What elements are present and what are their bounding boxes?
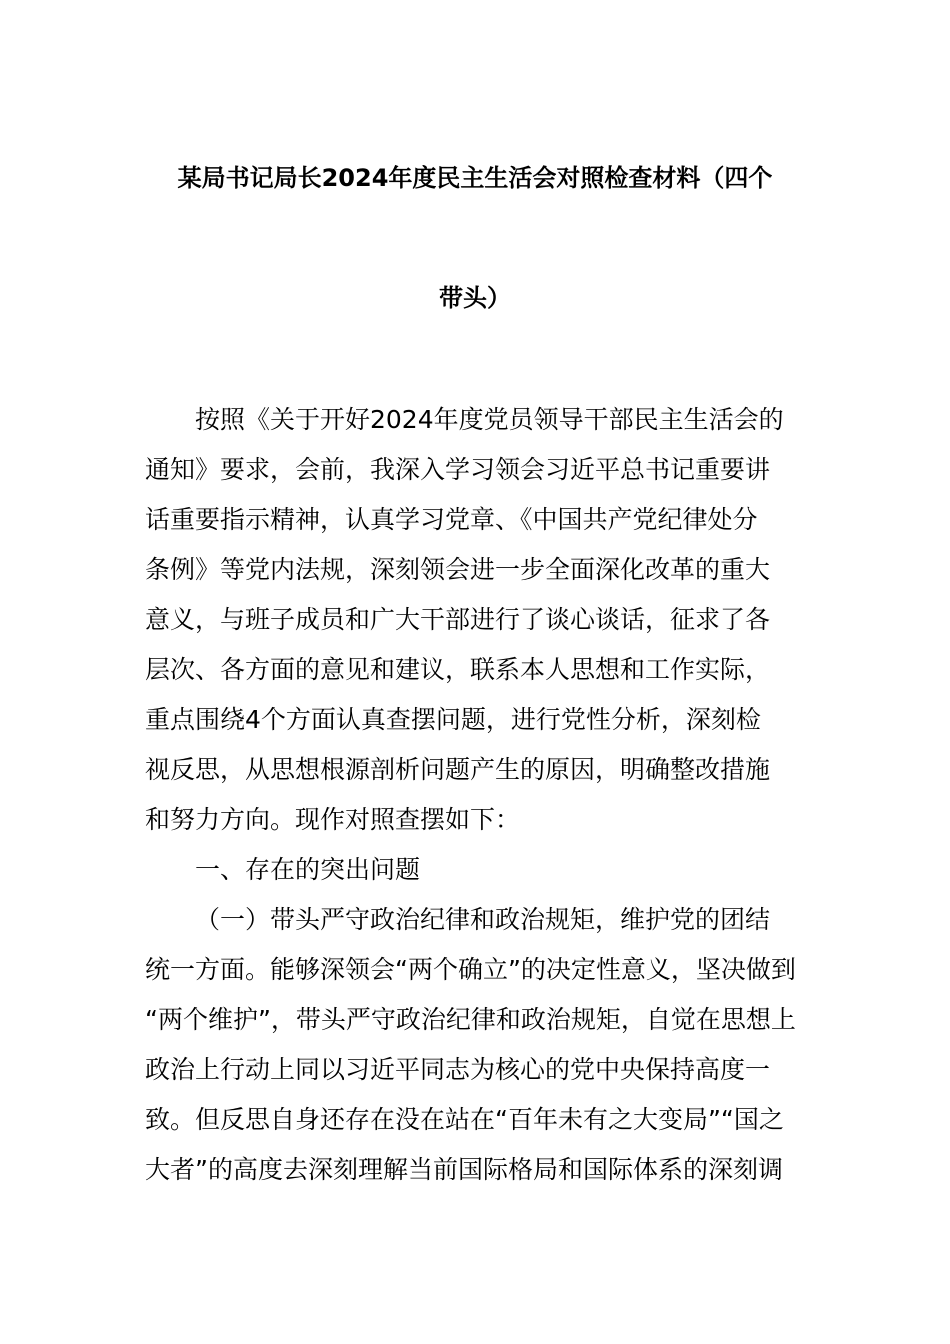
body-line: 政治上行动上同以习近平同志为核心的党中央保持高度一 (145, 1055, 771, 1084)
body-line: 层次、各方面的意见和建议，联系本人思想和工作实际， (145, 655, 771, 684)
body-line: “两个维护”，带头严守政治纪律和政治规矩，自觉在思想上 (145, 1005, 796, 1034)
document-title-line-2: 带头） (439, 284, 511, 312)
body-line: 话重要指示精神，认真学习党章、《中国共产党纪律处分 (145, 505, 758, 534)
body-line: 条例》等党内法规，深刻领会进一步全面深化改革的重大 (145, 555, 771, 584)
body-line: 大者”的高度去深刻理解当前国际格局和国际体系的深刻调 (145, 1155, 783, 1184)
body-line: 一、存在的突出问题 (195, 855, 421, 884)
document-body (145, 395, 809, 1195)
body-line: 和努力方向。现作对照查摆如下： (145, 805, 521, 834)
body-line: 致。但反思自身还存在没在站在“百年未有之大变局”“国之 (145, 1105, 784, 1134)
body-line: 意义，与班子成员和广大干部进行了谈心谈话，征求了各 (145, 605, 771, 634)
body-line: 统一方面。能够深领会“两个确立”的决定性意义，坚决做到 (145, 955, 796, 984)
document-title-line-1: 某局书记局长2024年度民主生活会对照检查材料（四个 (177, 164, 773, 192)
body-line: 通知》要求，会前，我深入学习领会习近平总书记重要讲 (145, 455, 771, 484)
body-line: （一）带头严守政治纪律和政治规矩，维护党的团结 (195, 905, 771, 934)
body-line: 重点围绕4个方面认真查摆问题，进行党性分析，深刻检 (145, 705, 761, 734)
body-line: 视反思，从思想根源剖析问题产生的原因，明确整改措施 (145, 755, 771, 784)
body-line: 按照《关于开好2024年度党员领导干部民主生活会的 (195, 405, 784, 434)
